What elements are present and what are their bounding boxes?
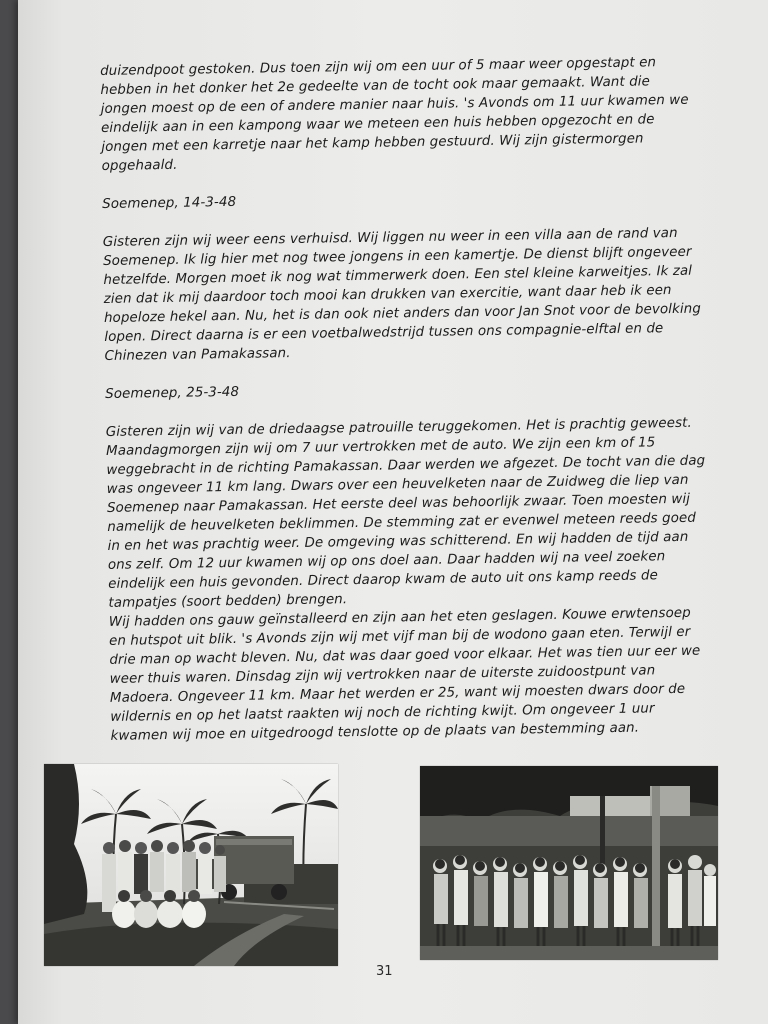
diary-date-heading: Soemenep, 14-3-48 (102, 194, 237, 212)
group-photo-with-truck-and-palms (44, 764, 338, 966)
paragraph-continuation: duizendpoot gestoken. Dus toen zijn wij om een uur of 5 maar weer opgestapt en hebben in het donker het 2e gedeelte van de tocht ook maar gemaakt. Want die jongen moest op de een of andere manier naar huis. 's Avonds om 11 uur kwamen we eindelijk aan in een kampong waar we meteen een huis hebben opgezocht en de jongen met een karretje naar het kamp hebben gestuurd. Wij zijn gistermorgen opgehaald. (100, 55, 689, 174)
text-column (100, 53, 711, 746)
crowd-photo-under-trees (420, 766, 718, 960)
diary-entry-paragraph: Gisteren zijn wij van de driedaagse patrouille teruggekomen. Het is prachtig geweest. Maandagmorgen zijn wij om 7 uur vertrokken met de auto. We zijn een km of 15 weggebracht in de richting Pamakassan. Daar werden we afgezet. De tocht van die dag was ongeveer 11 km lang. Dwars over een heuvelketen naar de Zuidweg die liep van Soemenep naar Pamakassan. Het eerste deel was behoorlijk zwaar. Toen moesten wij namelijk de heuvelketen beklimmen. De stemming zat er evenwel meteen reeds goed in en het was prachtig weer. De omgeving was schitterend. En wij hadden de tijd aan ons zelf. Om 12 uur kwamen wij op ons doel aan. Daar hadden wij na veel zoeken eindelijk een huis gevonden. Direct daarop kwam de auto uit ons kamp reeds de tampatjes (soort bedden) brengen. (105, 415, 706, 611)
diary-entry-paragraph: Wij hadden ons gauw geïnstalleerd en zijn aan het eten geslagen. Kouwe erwtensoep en hutspot uit blik. 's Avonds zijn wij met vijf man bij de wodono gaan eten. Terwijl er drie man op wacht bleven. Nu, dat was daar goed voor elkaar. Het was tien uur eer we weer thuis waren. Dinsdag zijn wij vertrokken naar de uiterste zuidoostpunt van Madoera. Ongeveer 11 km. Maar het werden er 25, want wij moesten dwars door de wildernis en op het laatst raakten wij noch de richting kwijt. Om ongeveer 1 uur kwamen wij moe en uitgedroogd tenslotte op de plaats van bestemming aan. (108, 605, 701, 744)
page-number: 31 (376, 964, 393, 979)
diary-date-heading: Soemenep, 25-3-48 (105, 384, 240, 402)
diary-entry-paragraph: Gisteren zijn wij weer eens verhuisd. Wij liggen nu weer in een villa aan de rand van Soemenep. Ik lig hier met nog twee jongens in een kamertje. De dienst blijft ongeveer hetzelfde. Morgen moet ik nog wat timmerwerk doen. Een stel kleine karweitjes. Ik zal zien dat ik mij daardoor toch mooi kan drukken van exercitie, want daar heb ik een hopeloze hekel aan. Nu, het is dan ook niet anders dan voor Jan Snot voor de bevolking lopen. Direct daarna is er een voetbalwedstrijd tussen ons compagnie-elftal en de Chinezen van Pamakassan. (102, 225, 702, 364)
book-page (18, 0, 768, 1024)
